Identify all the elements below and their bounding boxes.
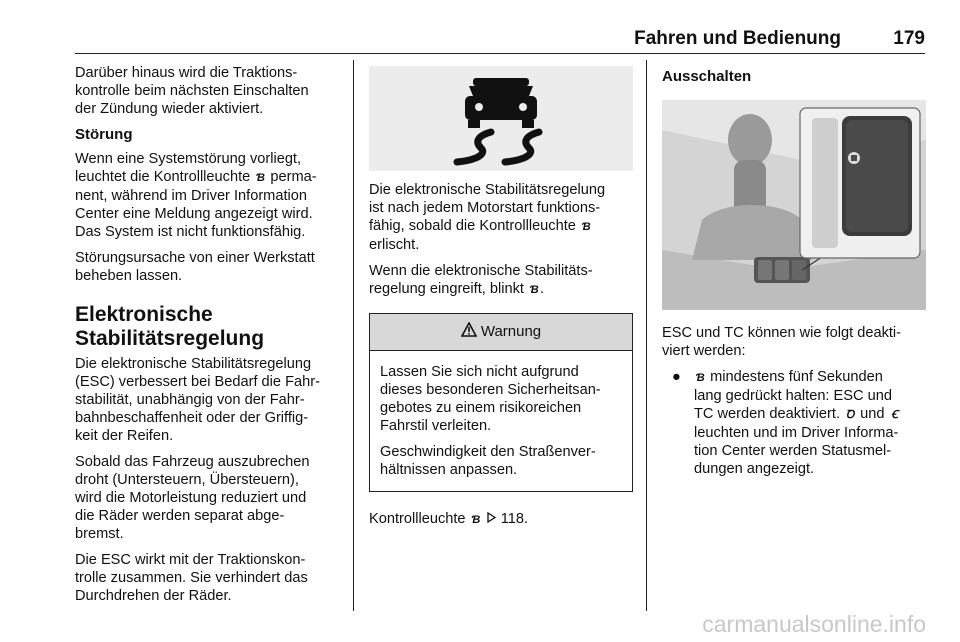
esc-blink-paragraph: Wenn die elektronische Stabilitäts- regelung eingreift, blinkt Ɓ . — [369, 263, 593, 297]
esc-symbol: Ɓ — [695, 372, 705, 384]
deactivate-bullet: ● Ɓ mindestens fünf Sekunden lang gedrückt halten: ESC und TC werden deaktiviert. Ꝺ und Ꞓ leuchten und im Driver Informa- tion Center werden Statusmel- dungen angezeigt. — [662, 368, 928, 478]
page-number: 179 — [893, 28, 925, 49]
fault-heading: Störung — [75, 126, 133, 143]
column-divider-1 — [353, 60, 354, 611]
deactivate-intro: ESC und TC können wie folgt deakti- viert werden: — [662, 325, 902, 359]
warning-title: Warnung — [480, 323, 542, 340]
fault-paragraph: Wenn eine Systemstörung vorliegt, leuchtet die Kontrollleuchte Ɓ perma- nent, während im Driver Information Center eine Meldung angezeigt wird. Das System ist nicht funktionsfähig. — [75, 151, 317, 240]
column-1 — [75, 64, 347, 613]
esc-warning-symbol: Ɓ — [255, 172, 265, 184]
warning-paragraph-2: Geschwindigkeit den Straßenver- hältnissen anpassen. — [380, 444, 596, 478]
tc-off-symbol: Ꞓ — [891, 409, 898, 421]
cross-reference: Kontrollleuchte Ɓ 118. — [369, 511, 529, 527]
fault-repair-paragraph: Störungsursache von einer Werkstatt beheben lassen. — [75, 250, 315, 284]
esc-paragraph-3: Die ESC wirkt mit der Traktionskon- trolle zusammen. Sie verhindert das Durchdrehen der Räder. — [75, 552, 308, 604]
warning-triangle-icon — [461, 322, 477, 342]
warning-box — [369, 313, 633, 492]
section-title: Fahren und Bedienung — [634, 28, 841, 49]
page-header — [75, 28, 925, 50]
esc-off-symbol: Ꝺ — [845, 409, 855, 421]
esc-button-photo — [662, 100, 926, 310]
esc-paragraph-2: Sobald das Fahrzeug auszubrechen droht (Untersteuern, Übersteuern), wird die Motorleistung reduziert und die Räder werden separat abge- bremst. — [75, 454, 310, 542]
column-3 — [662, 66, 928, 478]
esc-symbol: Ɓ — [471, 514, 480, 526]
column-2 — [369, 64, 633, 537]
esc-symbol: Ɓ — [581, 221, 591, 233]
esc-active-paragraph: Die elektronische Stabilitätsregelung ist nach jedem Motorstart funktions- fähig, sobald die Kontrollleuchte Ɓ erlischt. — [369, 182, 606, 253]
bullet-dot-icon: ● — [672, 369, 681, 385]
esc-symbol: Ɓ — [529, 284, 539, 296]
esc-paragraph-1: Die elektronische Stabilitätsregelung (ESC) verbessert bei Bedarf die Fahr- stabilität, unabhängig von der Fahr- bahnbeschaffenheit oder der Griffig- keit der Reifen. — [75, 356, 320, 444]
esc-heading: Elektronische Stabilitätsregelung — [75, 303, 265, 350]
column-divider-2 — [646, 60, 647, 611]
intro-paragraph: Darüber hinaus wird die Traktions- kontrolle beim nächsten Einschalten der Zündung wieder aktiviert. — [75, 65, 309, 117]
page-ref-arrow-icon — [486, 511, 497, 527]
warning-header — [370, 314, 632, 351]
esc-skid-car-icon — [369, 66, 633, 171]
switch-off-heading: Ausschalten — [662, 68, 752, 85]
watermark: carmanualsonline.info — [702, 611, 926, 637]
header-rule — [75, 53, 925, 54]
warning-paragraph-1: Lassen Sie sich nicht aufgrund dieses besonderen Sicherheitsan- gebotes zu einem risikoreichen Fahrstil verleiten. — [380, 364, 601, 434]
